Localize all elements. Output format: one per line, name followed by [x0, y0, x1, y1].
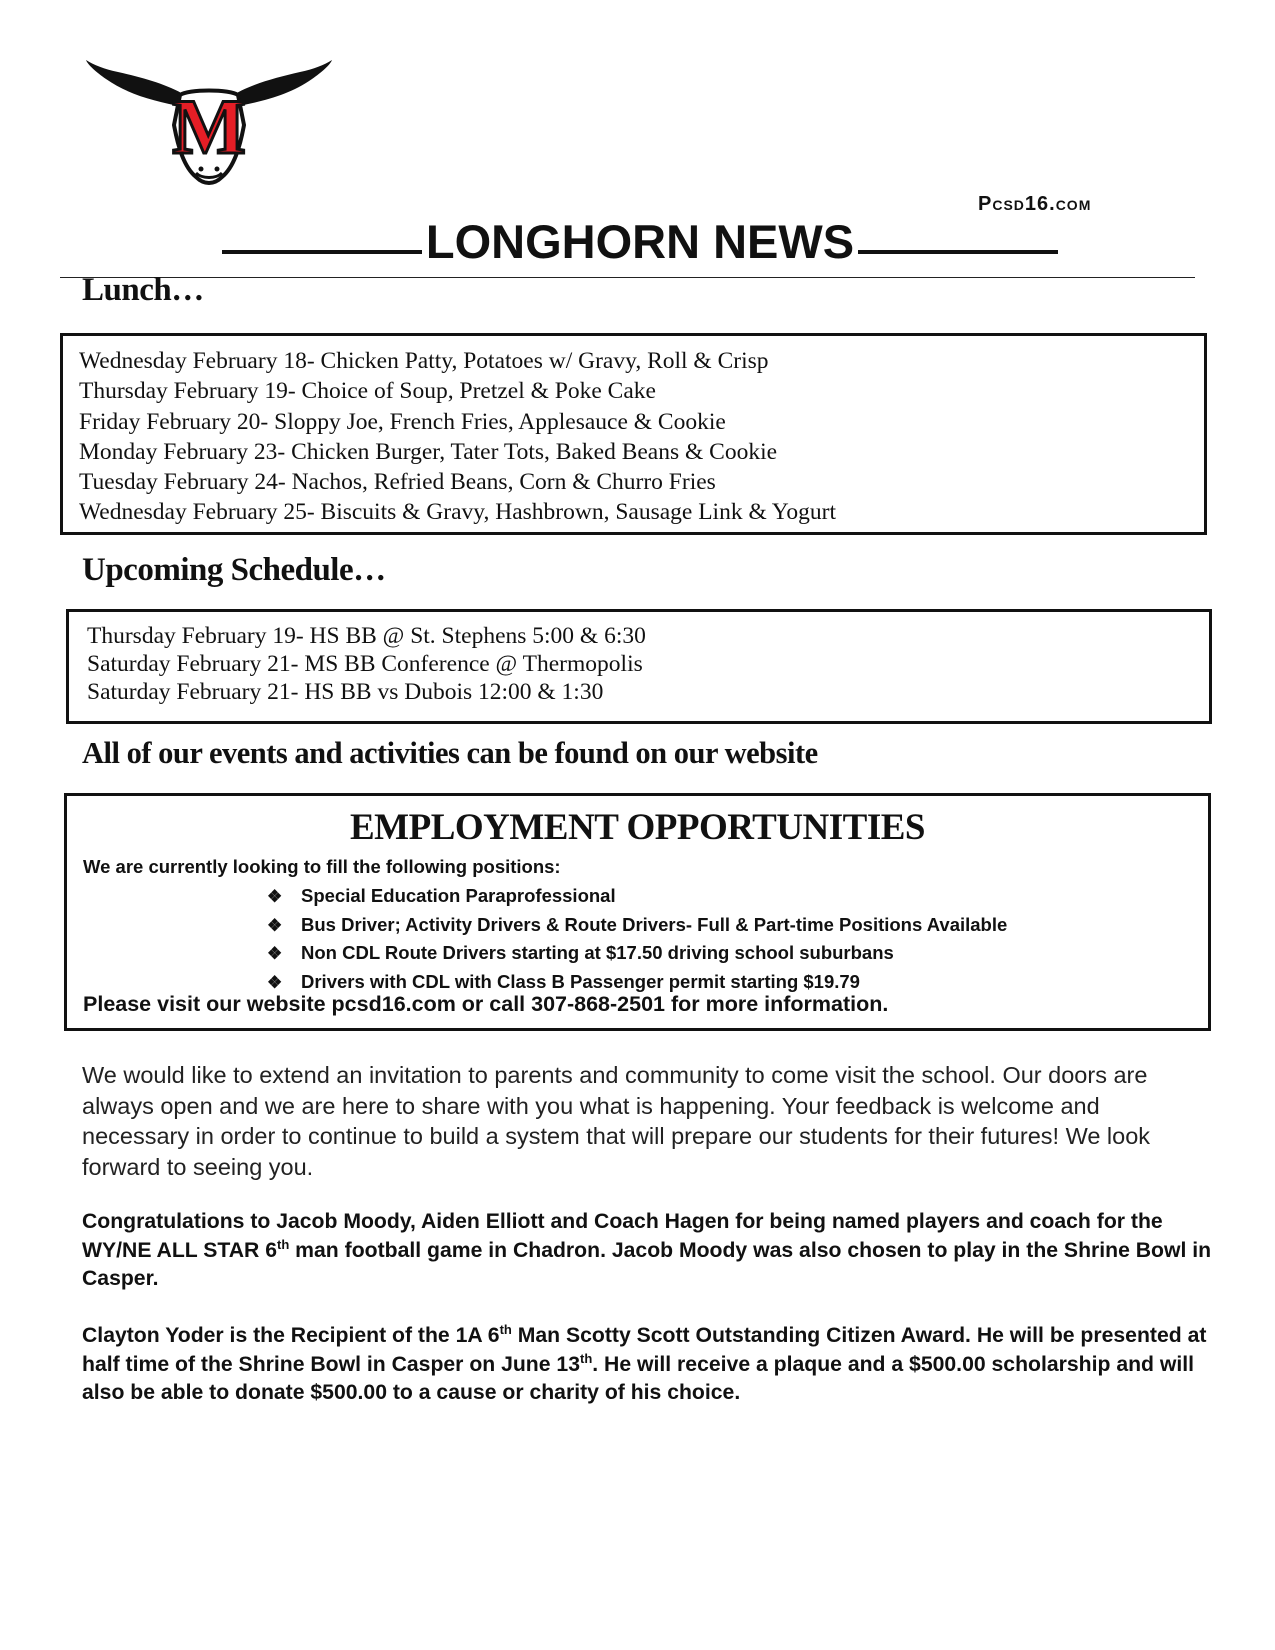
diamond-bullet-icon: ❖	[267, 944, 283, 963]
employment-title: EMPLOYMENT OPPORTUNITIES	[350, 807, 925, 848]
lunch-item: Thursday February 19- Choice of Soup, Pretzel & Poke Cake	[79, 378, 656, 405]
longhorn-logo	[84, 55, 334, 190]
masthead	[175, 214, 1105, 270]
lunch-item: Friday February 20- Sloppy Joe, French Fries, Applesauce & Cookie	[79, 408, 726, 435]
header-divider	[60, 277, 1195, 278]
schedule-box	[66, 609, 1212, 724]
diamond-bullet-icon: ❖	[267, 915, 283, 935]
positions-list	[267, 882, 1007, 996]
newsletter-title: LONGHORN NEWS	[425, 215, 855, 268]
position-item: ❖ Special Education Paraprofessional	[267, 882, 1007, 911]
lunch-menu-box	[60, 333, 1207, 535]
employment-intro: We are currently looking to fill the following positions:	[83, 856, 561, 877]
employment-contact: Please visit our website pcsd16.com or call 307-868-2501 for more information.	[83, 992, 889, 1016]
lunch-item: Monday February 23- Chicken Burger, Tater Tots, Baked Beans & Cookie	[79, 438, 778, 465]
congrats-paragraph: Congratulations to Jacob Moody, Aiden Elliott and Coach Hagen for being named players and coach for the WY/NE ALL STAR 6th man football game in Chadron. Jacob Moody was also chosen to play in the Shrine Bowl in Casper.	[82, 1210, 1212, 1290]
events-note: All of our events and activities can be found on our website	[82, 736, 818, 770]
masthead-rule-right	[858, 250, 1058, 254]
schedule-item: Saturday February 21- HS BB vs Dubois 12:00 & 1:30	[87, 678, 604, 705]
award-paragraph: Clayton Yoder is the Recipient of the 1A 6th Man Scotty Scott Outstanding Citizen Award. He will be presented at half time of the Shrine Bowl in Casper on June 13th. He will receive a plaque and a $500.00 scholarship and will also be able to donate $500.00 to a cause or charity of his choice.	[82, 1321, 1207, 1404]
lunch-item: Wednesday February 18- Chicken Patty, Potatoes w/ Gravy, Roll & Crisp	[79, 348, 769, 374]
masthead-rule-left	[222, 250, 422, 254]
position-item: ❖ Non CDL Route Drivers starting at $17.50 driving school suburbans	[267, 939, 1007, 968]
lunch-item: Wednesday February 25- Biscuits & Gravy, Hashbrown, Sausage Link & Yogurt	[79, 499, 836, 526]
position-item: ❖ Bus Driver; Activity Drivers & Route Drivers- Full & Part-time Positions Available	[267, 911, 1007, 940]
employment-box	[64, 793, 1211, 1031]
schedule-item: Thursday February 19- HS BB @ St. Stephens 5:00 & 6:30	[87, 623, 646, 649]
schedule-heading: Upcoming Schedule…	[82, 552, 386, 588]
diamond-bullet-icon: ❖	[267, 887, 283, 906]
invitation-paragraph: We would like to extend an invitation to parents and community to come visit the school. Our doors are always open and we are here to share with you what is happening. Your feedback is welcome and necessary in order to continue to build a system that will prepare our students for their futures! We look forward to seeing you.	[82, 1062, 1151, 1180]
lunch-item: Tuesday February 24- Nachos, Refried Beans, Corn & Churro Fries	[79, 469, 716, 496]
position-item: ❖ Drivers with CDL with Class B Passenger permit starting $19.79	[267, 968, 1007, 997]
schedule-item: Saturday February 21- MS BB Conference @ Thermopolis	[87, 650, 643, 677]
diamond-bullet-icon: ❖	[267, 972, 283, 992]
lunch-heading: Lunch…	[82, 272, 204, 308]
logo-letter: M	[172, 83, 246, 170]
website-url: Pcsd16.com	[978, 193, 1092, 215]
